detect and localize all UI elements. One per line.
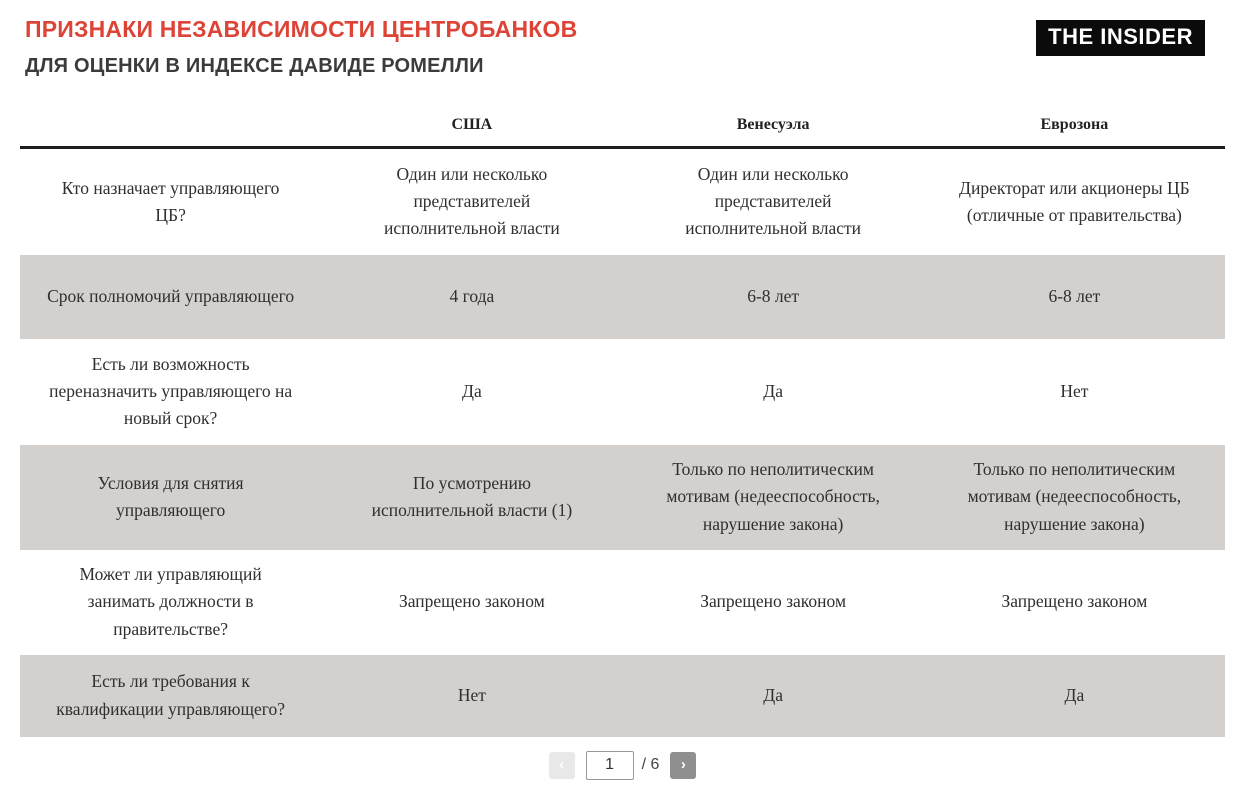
comparison-table (20, 106, 1225, 737)
data-cell: Один или несколько представителей исполнительной власти (383, 164, 560, 239)
data-cell: Только по неполитическим мотивам (недееспособность, нарушение закона) (666, 459, 880, 534)
table-header-row (20, 106, 1225, 148)
table-body (20, 148, 1225, 737)
data-cell: Нет (457, 684, 486, 705)
table-row (20, 255, 1225, 339)
data-cell: Запрещено законом (1001, 591, 1148, 612)
pagination (0, 751, 1245, 780)
column-header-eurozone: Еврозона (924, 106, 1225, 148)
data-cell: Только по неполитическим мотивам (недееспособность, нарушение закона) (967, 459, 1182, 534)
column-header-empty (20, 106, 321, 148)
data-cell: По усмотрению исполнительной власти (1) (371, 472, 573, 520)
data-cell: Один или несколько представителей исполнительной власти (685, 164, 862, 239)
table-row (20, 655, 1225, 737)
data-cell: Да (462, 380, 482, 401)
data-cell: Запрещено законом (700, 591, 847, 612)
column-header-usa: США (321, 106, 622, 148)
question-cell: Есть ли требования к квалификации управляющего? (56, 671, 285, 719)
column-header-venezuela: Венесуэла (623, 106, 924, 148)
question-cell: Срок полномочий управляющего (47, 285, 295, 306)
table-row (20, 339, 1225, 445)
page-number-input[interactable] (586, 751, 634, 780)
page-subtitle: ДЛЯ ОЦЕНКИ В ИНДЕКСЕ ДАВИДЕ РОМЕЛЛИ (25, 55, 484, 77)
table-head (20, 106, 1225, 148)
table-row (20, 550, 1225, 655)
table-row (20, 445, 1225, 550)
chevron-left-icon: ‹ (559, 755, 565, 773)
data-cell: Да (763, 684, 783, 705)
data-cell: 6-8 лет (1048, 285, 1101, 306)
question-cell: Может ли управляющий занимать должности в правительстве? (79, 564, 262, 639)
data-cell: Нет (1060, 380, 1089, 401)
question-cell: Есть ли возможность переназначить управляющего на новый срок? (49, 353, 293, 429)
brand-logo: THE INSIDER (1036, 20, 1205, 56)
question-cell: Кто назначает управляющего ЦБ? (61, 177, 280, 225)
data-cell: 6-8 лет (747, 285, 800, 306)
chevron-right-icon: › (680, 755, 686, 773)
page-title: ПРИЗНАКИ НЕЗАВИСИМОСТИ ЦЕНТРОБАНКОВ (25, 16, 578, 42)
prev-page-button[interactable] (549, 752, 575, 779)
next-page-button[interactable] (670, 752, 696, 779)
page-total-label: / 6 (641, 756, 660, 773)
data-cell: 4 года (449, 285, 495, 306)
header (0, 0, 1245, 100)
table-row (20, 148, 1225, 255)
question-cell: Условия для снятия управляющего (97, 472, 244, 520)
data-cell: Запрещено законом (398, 591, 545, 612)
data-cell: Директорат или акционеры ЦБ (отличные от правительства) (959, 177, 1190, 225)
data-cell: Да (1064, 684, 1085, 705)
data-cell: Да (763, 380, 783, 401)
